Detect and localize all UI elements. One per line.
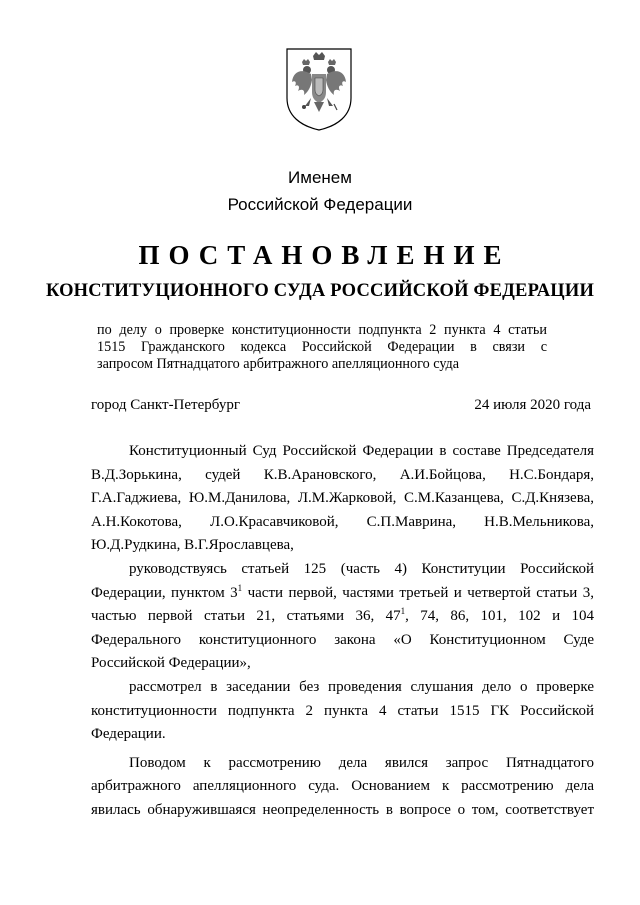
paragraph-line <box>91 582 594 606</box>
paragraph-line: Конституционный Суд Российской Федерации в составе Председателя <box>129 443 594 459</box>
document-subtitle: КОНСТИТУЦИОННОГО СУДА РОССИЙСКОЙ ФЕДЕРАЦИИ <box>45 281 595 301</box>
paragraph-line: Федерации. <box>91 726 166 743</box>
paragraph-line: Федерального конституционного закона «О Конституционном Суде <box>91 631 594 648</box>
paragraph-line: Российской Федерации», <box>91 655 251 672</box>
paragraph-line: руководствуясь статьей 125 (часть 4) Конституции Российской <box>129 560 594 577</box>
paragraph-line: В.Д.Зорькина, судей К.В.Арановского, А.И.Бойцова, Н.С.Бондаря, <box>91 466 594 483</box>
text-run: части первой, частями третьей и четвертой статьи 3, <box>242 584 594 601</box>
document-title: ПОСТАНОВЛЕНИЕ <box>138 240 511 270</box>
case-line: 1515 Гражданского кодекса Российской Федерации в связи с <box>97 339 547 355</box>
paragraph-line: Г.А.Гаджиева, Ю.М.Данилова, Л.М.Жарковой, С.М.Казанцева, С.Д.Князева, <box>91 490 594 507</box>
header-line-1: Именем <box>288 168 352 187</box>
city: город Санкт-Петербург <box>91 397 240 413</box>
date: 24 июля 2020 года <box>474 397 591 413</box>
superscript: 1 <box>400 606 406 617</box>
text-run: , 74, 86, 101, 102 и 104 <box>405 608 594 625</box>
paragraph-line: Ю.Д.Рудкина, В.Г.Ярославцева, <box>91 537 294 554</box>
superscript: 1 <box>237 582 243 593</box>
document-body <box>91 440 594 823</box>
case-line: по делу о проверке конституционности подпункта 2 пункта 4 статьи <box>97 322 547 338</box>
coat-of-arms-icon <box>283 46 355 132</box>
paragraph-line: Поводом к рассмотрению дела явился запрос Пятнадцатого <box>129 754 594 771</box>
case-description <box>97 322 547 373</box>
paragraph-line <box>91 605 594 629</box>
case-line: запросом Пятнадцатого арбитражного апелляционного суда <box>97 356 460 372</box>
paragraph-line: рассмотрел в заседании без проведения слушания дело о проверке <box>129 678 594 695</box>
text-run: Федерации, пунктом 3 <box>91 584 238 601</box>
paragraph-line: конституционности подпункта 2 пункта 4 статьи 1515 ГК Российской <box>91 702 594 719</box>
paragraph-line: явилась обнаружившаяся неопределенность в вопросе о том, соответствует <box>91 801 594 818</box>
header-line-2: Российской Федерации <box>227 195 413 214</box>
text-run: частью первой статьи 21, статьями 36, 47 <box>91 608 401 625</box>
paragraph-line: А.Н.Кокотова, Л.О.Красавчиковой, С.П.Маврина, Н.В.Мельникова, <box>91 513 594 530</box>
paragraph-line: арбитражного апелляционного суда. Основанием к рассмотрению дела <box>91 778 594 795</box>
